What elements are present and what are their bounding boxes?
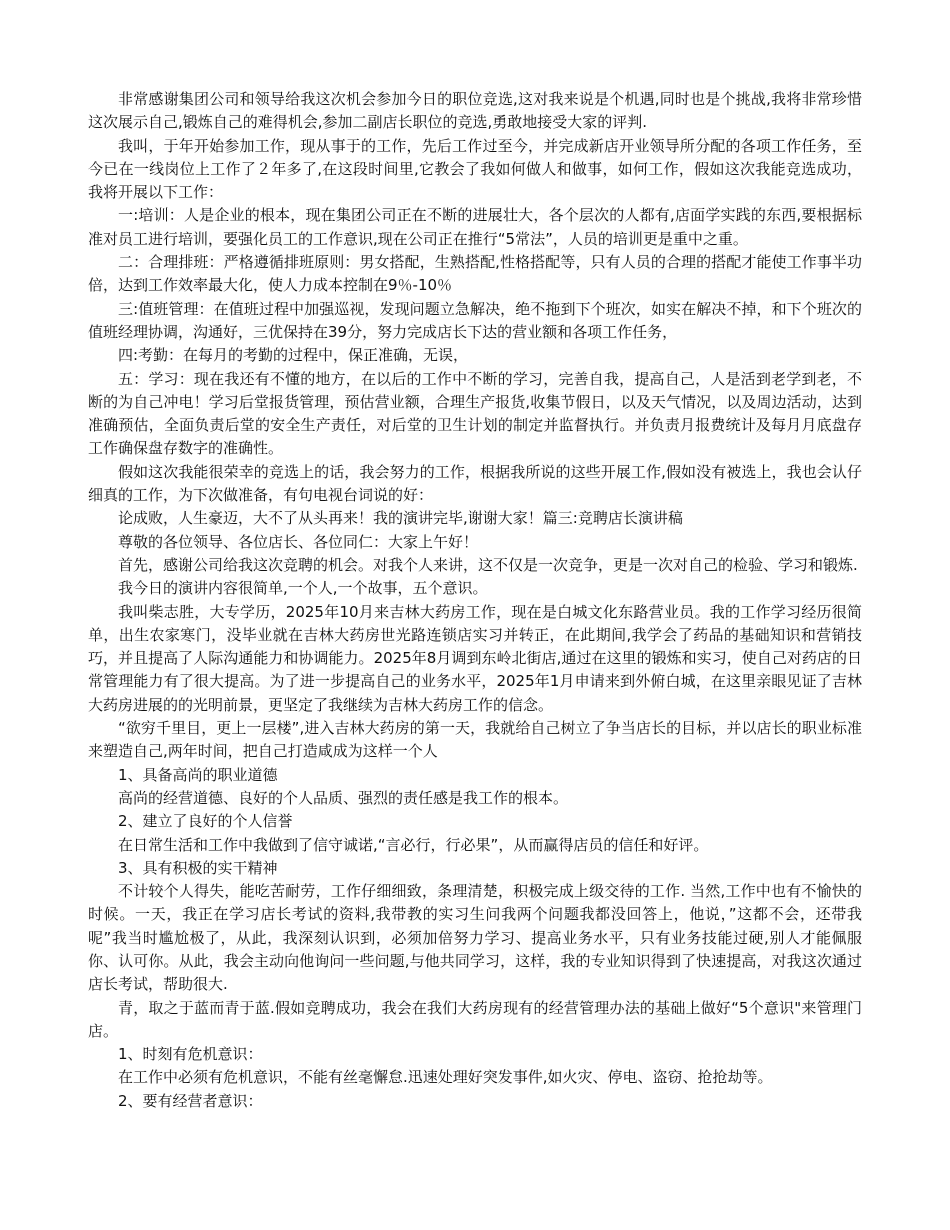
- paragraph-plan-duty-management: 三:值班管理：在值班过程中加强巡视，发现问题立急解决，绝不拖到下个班次，如实在解决不掉，和下个班次的值班经理协调，沟通好，三优保持在39分，努力完成店长下达的营业额和各项工作任务，: [88, 299, 862, 341]
- paragraph-goal: “欲穷千里目，更上一层楼”,进入吉林大药房的第一天，我就给自己树立了争当店长的目标，并以店长的职业标准来塑造自己,两年时间，把自己打造咸成为这样一个人: [88, 719, 862, 761]
- paragraph-plan-learning: 五：学习：现在我还有不懂的地方，在以后的工作中不断的学习，完善自我，提高自己，人是活到老学到老，不断的为自己冲电！学习后堂报货管理，预估营业额，合理生产报货,收集节假日，以及天气情况，以及周边活动，达到准确预估，全面负责后堂的安全生产责任，对后堂的卫生计划的制定并监督执行。并负责月报费统计及每月月底盘存工作确保盘存数字的准确性。: [88, 369, 862, 458]
- paragraph-speech-outline: 我今日的演讲内容很简单,一个人,一个故事，五个意识。: [118, 579, 488, 598]
- paragraph-plan-scheduling: 二：合理排班：严格遵循排班原则：男女搭配，生熟搭配,性格搭配等，只有人员的合理的搭配才能使工作事半功倍，达到工作效率最大化，使人力成本控制在9％-10％: [88, 253, 862, 295]
- paragraph-salutation: 尊敬的各位领导、各位店长、各位同仁：大家上午好！: [118, 532, 479, 551]
- list-heading-crisis-awareness: 1、时刻有危机意识：: [118, 1045, 263, 1064]
- paragraph-ethics: 高尚的经营道德、良好的个人品质、强烈的责任感是我工作的根本。: [118, 788, 569, 807]
- paragraph-thanks-company: 首先，感谢公司给我这次竞聘的机会。对我个人来讲，这不仅是一次竞争，更是一次对自己的检验、学习和锻炼.: [118, 555, 858, 574]
- list-heading-ethics: 1、具备高尚的职业道德: [118, 765, 278, 784]
- paragraph-closing-and-heading: 论成败，人生豪迈，大不了从头再来！我的演讲完毕,谢谢大家！篇三:竞聘店长演讲稿: [118, 509, 683, 528]
- paragraph-self-introduction: 我叫，于年开始参加工作，现从事于的工作，先后工作过至今，并完成新店开业领导所分配的各项工作任务，至今已在一线岗位上工作了２年多了,在这段时间里,它教会了我如何做人和做事，如何工作，假如这次我能竞选成功，我将开展以下工作：: [88, 136, 862, 202]
- list-heading-operator-awareness: 2、要有经营者意识：: [118, 1091, 263, 1110]
- paragraph-five-awareness: 青，取之于蓝而青于蓝.假如竞聘成功，我会在我们大药房现有的经营管理办法的基础上做好“5个意识"来管理门店。: [88, 998, 862, 1040]
- paragraph-intro-thanks: 非常感谢集团公司和领导给我这次机会参加今日的职位竞选,这对我来说是个机遇,同时也是个挑战,我将非常珍惜这次展示自己,锻炼自己的难得机会,参加二副店长职位的竞选,勇敢地接受大家的评判.: [88, 90, 862, 132]
- paragraph-credibility: 在日常生活和工作中我做到了信守诚诺,“言必行，行必果”，从而赢得店员的信任和好评。: [118, 835, 709, 854]
- paragraph-personal-background: 我叫柴志胜，大专学历，2025年10月来吉林大药房工作，现在是白城文化东路营业员。我的工作学习经历很简单，出生农家寒门，没毕业就在吉林大药房世光路连锁店实习并转正，在此期间,我学会了药品的基础知识和营销技巧，并且提高了人际沟通能力和协调能力。2025年8月调到东岭北街店,通过在这里的锻炼和实习，使自己对药店的日常管理能力有了很大提高。为了进一步提高自己的业务水平，2025年1月申请来到外俯白城，在这里亲眼见证了吉林大药房进展的的光明前景，更坚定了我继续为吉林大药房工作的信念。: [88, 602, 862, 714]
- paragraph-if-elected: 假如这次我能很荣幸的竞选上的话，我会努力的工作，根据我所说的这些开展工作,假如没有被选上，我也会认仔细真的工作，为下次做准备，有句电视台词说的好：: [88, 462, 862, 505]
- paragraph-practical-spirit: 不计较个人得失，能吃苦耐劳，工作仔细细致，条理清楚，积极完成上级交待的工作. 当然,工作中也有不愉快的时候。一天，我正在学习店长考试的资料,我带教的实习生问我两个问题我都没回答上，他说，”这都不会，还带我呢”我当时尴尬极了，从此，我深刻认识到，必须加倍努力学习、提高业务水平，只有业务技能过硬,别人才能佩服你、认可你。从此，我会主动向他询问一些问题,与他共同学习，这样，我的专业知识得到了快速提高，对我这次通过店长考试，帮助很大.: [88, 882, 862, 994]
- list-heading-practical-spirit: 3、具有积极的实干精神: [118, 858, 278, 877]
- list-heading-credibility: 2、建立了良好的个人信誉: [118, 812, 293, 831]
- paragraph-plan-training: 一:培训：人是企业的根本，现在集团公司正在不断的进展壮大，各个层次的人都有,店面学实践的东西,要根据标准对员工进行培训，要强化员工的工作意识,现在公司正在推行“5常法”，人员的培训更是重中之重。: [88, 206, 862, 248]
- paragraph-plan-attendance: 四:考勤：在每月的考勤的过程中，保正准确，无误，: [118, 346, 469, 365]
- paragraph-crisis-awareness: 在工作中必须有危机意识，不能有丝毫懈怠.迅速处理好突发事件,如火灾、停电、盗窃、抢抢劫等。: [118, 1068, 773, 1087]
